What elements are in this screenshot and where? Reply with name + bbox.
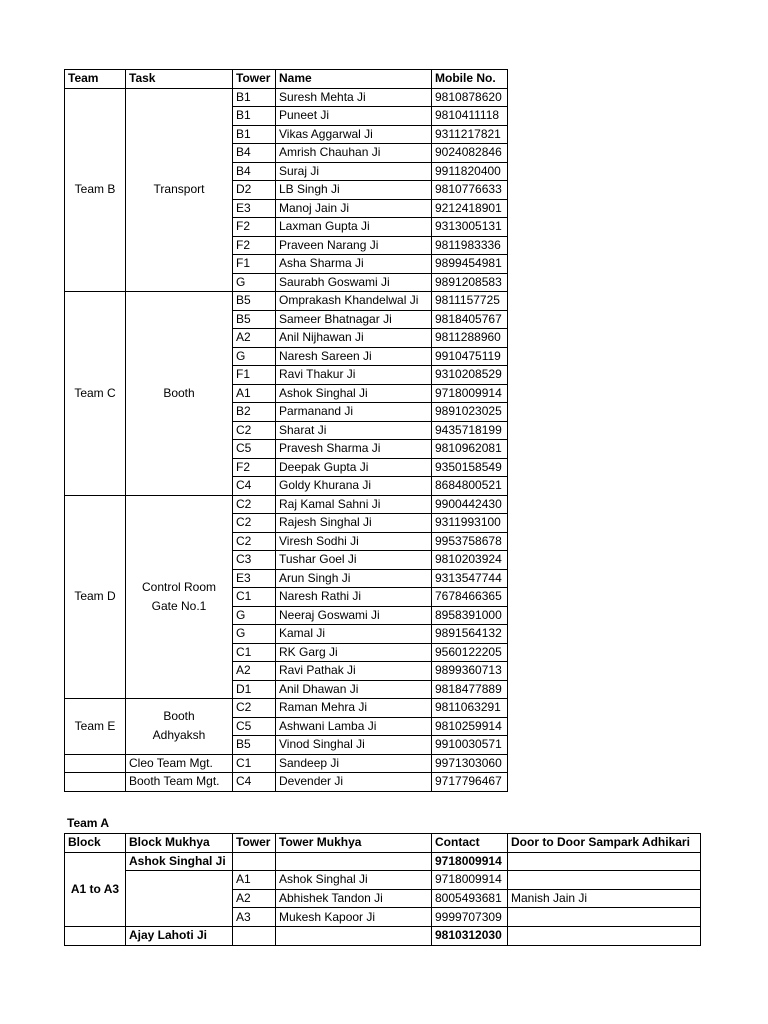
task-cell: Cleo Team Mgt. [126, 754, 233, 773]
name-cell: Laxman Gupta Ji [276, 218, 432, 237]
teams-header-row [65, 70, 508, 89]
tower-cell: B4 [233, 144, 276, 163]
tower-cell: F2 [233, 218, 276, 237]
name-cell: Goldy Khurana Ji [276, 477, 432, 496]
name-cell: Sameer Bhatnagar Ji [276, 310, 432, 329]
task-cell: Booth [126, 292, 233, 496]
tower-mukhya-cell: Mukesh Kapoor Ji [276, 908, 432, 927]
tower-cell: A2 [233, 662, 276, 681]
tower-cell: C4 [233, 477, 276, 496]
tower-cell: B1 [233, 125, 276, 144]
header-contact: Contact [432, 834, 508, 853]
contact-cell: 9718009914 [432, 871, 508, 890]
block-cell [65, 926, 126, 945]
table-row [65, 773, 508, 792]
mobile-cell: 9811983336 [432, 236, 508, 255]
tower-cell: C1 [233, 754, 276, 773]
name-cell: Raj Kamal Sahni Ji [276, 495, 432, 514]
header-task: Task [126, 70, 233, 89]
mobile-cell: 9718009914 [432, 384, 508, 403]
mobile-cell: 9891023025 [432, 403, 508, 422]
tower-cell: C2 [233, 532, 276, 551]
tower-cell: G [233, 273, 276, 292]
mobile-cell: 9899360713 [432, 662, 508, 681]
header-team: Team [65, 70, 126, 89]
tower-cell: C4 [233, 773, 276, 792]
mobile-cell: 9810776633 [432, 181, 508, 200]
table-row [65, 292, 508, 311]
tower-cell: C1 [233, 588, 276, 607]
name-cell: Arun Singh Ji [276, 569, 432, 588]
header-block: Block [65, 834, 126, 853]
tower-cell: B2 [233, 403, 276, 422]
block-mukhya-row [65, 926, 701, 945]
name-cell: Vikas Aggarwal Ji [276, 125, 432, 144]
name-cell: Devender Ji [276, 773, 432, 792]
tower-mukhya-cell [276, 926, 432, 945]
mobile-cell: 9891564132 [432, 625, 508, 644]
header-tower: Tower [233, 70, 276, 89]
header-name: Name [276, 70, 432, 89]
mobile-cell: 9810411118 [432, 107, 508, 126]
contact-cell: 9999707309 [432, 908, 508, 927]
tower-cell: C2 [233, 421, 276, 440]
name-cell: Omprakash Khandelwal Ji [276, 292, 432, 311]
tower-cell: C2 [233, 514, 276, 533]
name-cell: Anil Nijhawan Ji [276, 329, 432, 348]
mobile-cell: 9350158549 [432, 458, 508, 477]
header-sampark-adhikari: Door to Door Sampark Adhikari [508, 834, 701, 853]
tower-cell: G [233, 625, 276, 644]
contact-cell: 9718009914 [432, 852, 508, 871]
name-cell: Parmanand Ji [276, 403, 432, 422]
name-cell: Ravi Pathak Ji [276, 662, 432, 681]
header-tower-mukhya: Tower Mukhya [276, 834, 432, 853]
block-mukhya-cell: Ashok Singhal Ji [126, 852, 233, 871]
header-block-mukhya: Block Mukhya [126, 834, 233, 853]
tower-cell: G [233, 606, 276, 625]
mobile-cell: 9891208583 [432, 273, 508, 292]
team-cell [65, 754, 126, 773]
header-mobile: Mobile No. [432, 70, 508, 89]
mobile-cell: 9818477889 [432, 680, 508, 699]
tower-cell: B1 [233, 88, 276, 107]
tower-cell: C2 [233, 699, 276, 718]
mobile-cell: 8958391000 [432, 606, 508, 625]
adhikari-cell [508, 871, 701, 890]
adhikari-cell [508, 908, 701, 927]
mobile-cell: 9310208529 [432, 366, 508, 385]
adhikari-cell [508, 926, 701, 945]
team-a-title: Team A [67, 816, 110, 830]
name-cell: Suresh Mehta Ji [276, 88, 432, 107]
mobile-cell: 9900442430 [432, 495, 508, 514]
team-cell: Team B [65, 88, 126, 292]
name-cell: RK Garg Ji [276, 643, 432, 662]
tower-cell: A2 [233, 889, 276, 908]
name-cell: Vinod Singhal Ji [276, 736, 432, 755]
team-a-table [64, 833, 701, 946]
mobile-cell: 8684800521 [432, 477, 508, 496]
tower-cell: B5 [233, 736, 276, 755]
mobile-cell: 9311217821 [432, 125, 508, 144]
tower-cell: A1 [233, 871, 276, 890]
tower-cell: F1 [233, 366, 276, 385]
mobile-cell: 9810878620 [432, 88, 508, 107]
contact-cell: 8005493681 [432, 889, 508, 908]
name-cell: Deepak Gupta Ji [276, 458, 432, 477]
tower-cell: A2 [233, 329, 276, 348]
name-cell: Anil Dhawan Ji [276, 680, 432, 699]
mobile-cell: 9313547744 [432, 569, 508, 588]
tower-cell: E3 [233, 199, 276, 218]
team-cell [65, 773, 126, 792]
task-cell: Control Room Gate No.1 [126, 495, 233, 699]
tower-cell: D2 [233, 181, 276, 200]
name-cell: Ravi Thakur Ji [276, 366, 432, 385]
mobile-cell: 9024082846 [432, 144, 508, 163]
tower-cell: B4 [233, 162, 276, 181]
table-row [65, 871, 701, 890]
team-cell: Team C [65, 292, 126, 496]
mobile-cell: 9911820400 [432, 162, 508, 181]
task-cell: Booth Team Mgt. [126, 773, 233, 792]
mobile-cell: 9560122205 [432, 643, 508, 662]
teams-table [64, 69, 508, 792]
tower-cell: B5 [233, 310, 276, 329]
name-cell: Amrish Chauhan Ji [276, 144, 432, 163]
mobile-cell: 9910475119 [432, 347, 508, 366]
mobile-cell: 9811288960 [432, 329, 508, 348]
mobile-cell: 9810259914 [432, 717, 508, 736]
name-cell: Sharat Ji [276, 421, 432, 440]
tower-cell: A3 [233, 908, 276, 927]
table-row [65, 699, 508, 718]
table-row [65, 88, 508, 107]
tower-cell: F2 [233, 458, 276, 477]
name-cell: Ashwani Lamba Ji [276, 717, 432, 736]
mobile-cell: 9811157725 [432, 292, 508, 311]
tower-cell: C3 [233, 551, 276, 570]
tower-cell [233, 852, 276, 871]
name-cell: Saurabh Goswami Ji [276, 273, 432, 292]
name-cell: Ashok Singhal Ji [276, 384, 432, 403]
mobile-cell: 9717796467 [432, 773, 508, 792]
name-cell: Sandeep Ji [276, 754, 432, 773]
tower-cell: F1 [233, 255, 276, 274]
mobile-cell: 9971303060 [432, 754, 508, 773]
mobile-cell: 9311993100 [432, 514, 508, 533]
block-mukhya-cell: Ajay Lahoti Ji [126, 926, 233, 945]
team-cell: Team D [65, 495, 126, 699]
name-cell: Asha Sharma Ji [276, 255, 432, 274]
block-mukhya-row [65, 852, 701, 871]
table-row [65, 754, 508, 773]
block-mukhya-cell [126, 871, 233, 927]
mobile-cell: 9811063291 [432, 699, 508, 718]
adhikari-cell [508, 852, 701, 871]
tower-cell: F2 [233, 236, 276, 255]
tower-cell: C5 [233, 440, 276, 459]
tower-cell: B5 [233, 292, 276, 311]
tower-cell: A1 [233, 384, 276, 403]
table-row [65, 495, 508, 514]
tower-cell: B1 [233, 107, 276, 126]
mobile-cell: 9953758678 [432, 532, 508, 551]
name-cell: Kamal Ji [276, 625, 432, 644]
adhikari-cell: Manish Jain Ji [508, 889, 701, 908]
mobile-cell: 9435718199 [432, 421, 508, 440]
name-cell: Neeraj Goswami Ji [276, 606, 432, 625]
tower-mukhya-cell: Abhishek Tandon Ji [276, 889, 432, 908]
header-tower: Tower [233, 834, 276, 853]
tower-cell: C1 [233, 643, 276, 662]
mobile-cell: 9899454981 [432, 255, 508, 274]
tower-cell: E3 [233, 569, 276, 588]
name-cell: Suraj Ji [276, 162, 432, 181]
tower-cell [233, 926, 276, 945]
team-a-header-row [65, 834, 701, 853]
name-cell: Praveen Narang Ji [276, 236, 432, 255]
tower-mukhya-cell: Ashok Singhal Ji [276, 871, 432, 890]
team-cell: Team E [65, 699, 126, 755]
name-cell: Rajesh Singhal Ji [276, 514, 432, 533]
tower-cell: G [233, 347, 276, 366]
name-cell: Tushar Goel Ji [276, 551, 432, 570]
name-cell: Pravesh Sharma Ji [276, 440, 432, 459]
name-cell: LB Singh Ji [276, 181, 432, 200]
tower-cell: C2 [233, 495, 276, 514]
tower-cell: C5 [233, 717, 276, 736]
mobile-cell: 9313005131 [432, 218, 508, 237]
mobile-cell: 9910030571 [432, 736, 508, 755]
contact-cell: 9810312030 [432, 926, 508, 945]
name-cell: Puneet Ji [276, 107, 432, 126]
mobile-cell: 9810203924 [432, 551, 508, 570]
task-cell: Booth Adhyaksh [126, 699, 233, 755]
task-cell: Transport [126, 88, 233, 292]
mobile-cell: 7678466365 [432, 588, 508, 607]
mobile-cell: 9810962081 [432, 440, 508, 459]
name-cell: Viresh Sodhi Ji [276, 532, 432, 551]
mobile-cell: 9212418901 [432, 199, 508, 218]
teams-body [65, 88, 508, 791]
name-cell: Naresh Rathi Ji [276, 588, 432, 607]
name-cell: Naresh Sareen Ji [276, 347, 432, 366]
name-cell: Manoj Jain Ji [276, 199, 432, 218]
block-cell: A1 to A3 [65, 852, 126, 926]
name-cell: Raman Mehra Ji [276, 699, 432, 718]
mobile-cell: 9818405767 [432, 310, 508, 329]
tower-cell: D1 [233, 680, 276, 699]
tower-mukhya-cell [276, 852, 432, 871]
